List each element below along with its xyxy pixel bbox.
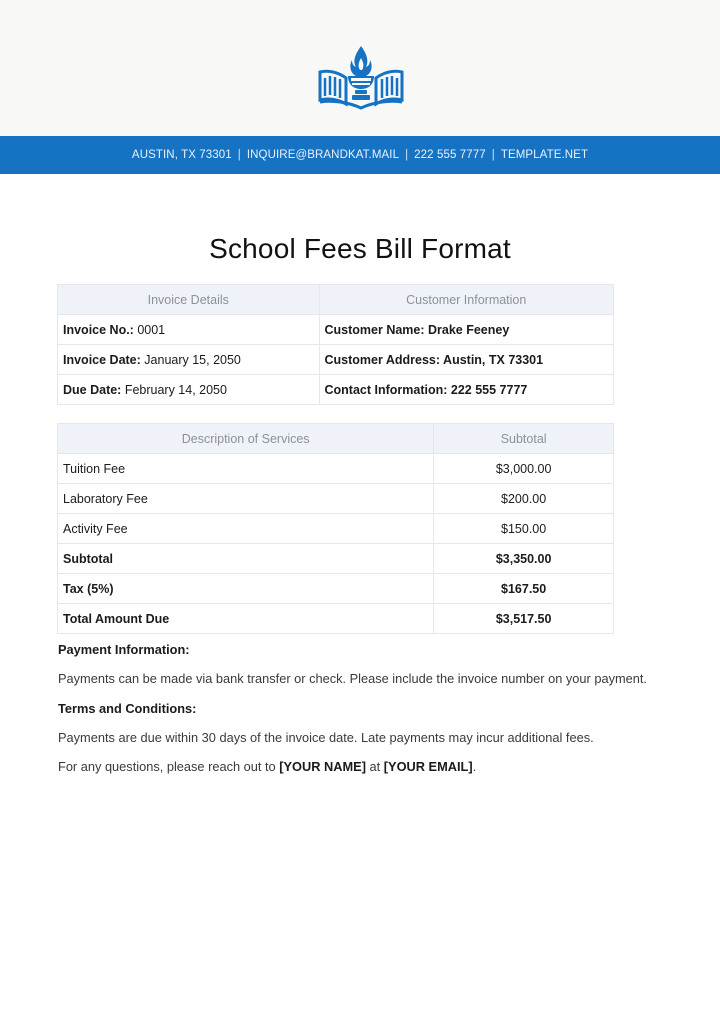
phone-text: 222 555 7777 xyxy=(414,149,486,161)
customer-information-header: Customer Information xyxy=(319,285,614,315)
contact-band xyxy=(0,136,720,174)
invoice-date-cell xyxy=(58,345,320,375)
due-date-cell xyxy=(58,375,320,405)
service-description: Activity Fee xyxy=(58,514,434,544)
invoice-date-value: January 15, 2050 xyxy=(140,352,241,367)
services-table xyxy=(57,423,614,634)
invoice-number-cell xyxy=(58,315,320,345)
customer-name-text: Customer Name: Drake Feeney xyxy=(324,322,510,337)
separator: | xyxy=(405,149,409,161)
table-row xyxy=(58,514,614,544)
contact-prefix: For any questions, please reach out to xyxy=(58,759,280,774)
notes-section xyxy=(58,641,662,788)
tax-row xyxy=(58,574,614,604)
contact-suffix: . xyxy=(472,759,477,774)
table-row xyxy=(58,375,614,405)
contact-line xyxy=(58,755,662,778)
table-row xyxy=(58,315,614,345)
invoice-number-value: 0001 xyxy=(133,322,166,337)
table-header-row xyxy=(58,424,614,454)
website-text: TEMPLATE.NET xyxy=(500,149,589,161)
total-row xyxy=(58,604,614,634)
due-date-label: Due Date: xyxy=(63,382,122,397)
total-amount: $3,517.50 xyxy=(434,604,614,634)
contact-email-placeholder: [YOUR EMAIL] xyxy=(383,759,473,774)
invoice-number-label: Invoice No.: xyxy=(63,322,134,337)
customer-address-text: Customer Address: Austin, TX 73301 xyxy=(324,352,544,367)
total-label: Total Amount Due xyxy=(58,604,434,634)
table-header-row xyxy=(58,285,614,315)
description-header: Description of Services xyxy=(58,424,434,454)
customer-name-cell xyxy=(319,315,614,345)
payment-information-heading: Payment Information: xyxy=(58,642,190,657)
contact-information-cell xyxy=(319,375,614,405)
invoice-date-label: Invoice Date: xyxy=(63,352,141,367)
page-title: School Fees Bill Format xyxy=(209,233,511,264)
service-description: Laboratory Fee xyxy=(58,484,434,514)
terms-text: Payments are due within 30 days of the invoice date. Late payments may incur additional fees. xyxy=(58,730,594,745)
table-row xyxy=(58,345,614,375)
contact-name-placeholder: [YOUR NAME] xyxy=(279,759,366,774)
service-description: Tuition Fee xyxy=(58,454,434,484)
separator: | xyxy=(491,149,495,161)
payment-information-text: Payments can be made via bank transfer or check. Please include the invoice number on your payment. xyxy=(58,671,647,686)
email-text: INQUIRE@BRANDKAT.MAIL xyxy=(246,149,400,161)
terms-heading: Terms and Conditions: xyxy=(58,701,197,716)
school-torch-book-logo-icon xyxy=(318,42,404,112)
service-amount: $200.00 xyxy=(434,484,614,514)
tax-amount: $167.50 xyxy=(434,574,614,604)
service-amount: $3,000.00 xyxy=(434,454,614,484)
subtotal-row xyxy=(58,544,614,574)
address-text: AUSTIN, TX 73301 xyxy=(131,149,232,161)
due-date-value: February 14, 2050 xyxy=(121,382,227,397)
invoice-info-table xyxy=(57,284,614,405)
subtotal-amount: $3,350.00 xyxy=(434,544,614,574)
table-row xyxy=(58,454,614,484)
table-row xyxy=(58,484,614,514)
tax-label: Tax (5%) xyxy=(58,574,434,604)
contact-information-text: Contact Information: 222 555 7777 xyxy=(324,382,528,397)
contact-middle: at xyxy=(365,759,384,774)
subtotal-header: Subtotal xyxy=(434,424,614,454)
separator: | xyxy=(237,149,241,161)
document-header xyxy=(0,0,720,136)
service-amount: $150.00 xyxy=(434,514,614,544)
subtotal-label: Subtotal xyxy=(58,544,434,574)
invoice-details-header: Invoice Details xyxy=(58,285,320,315)
customer-address-cell xyxy=(319,345,614,375)
